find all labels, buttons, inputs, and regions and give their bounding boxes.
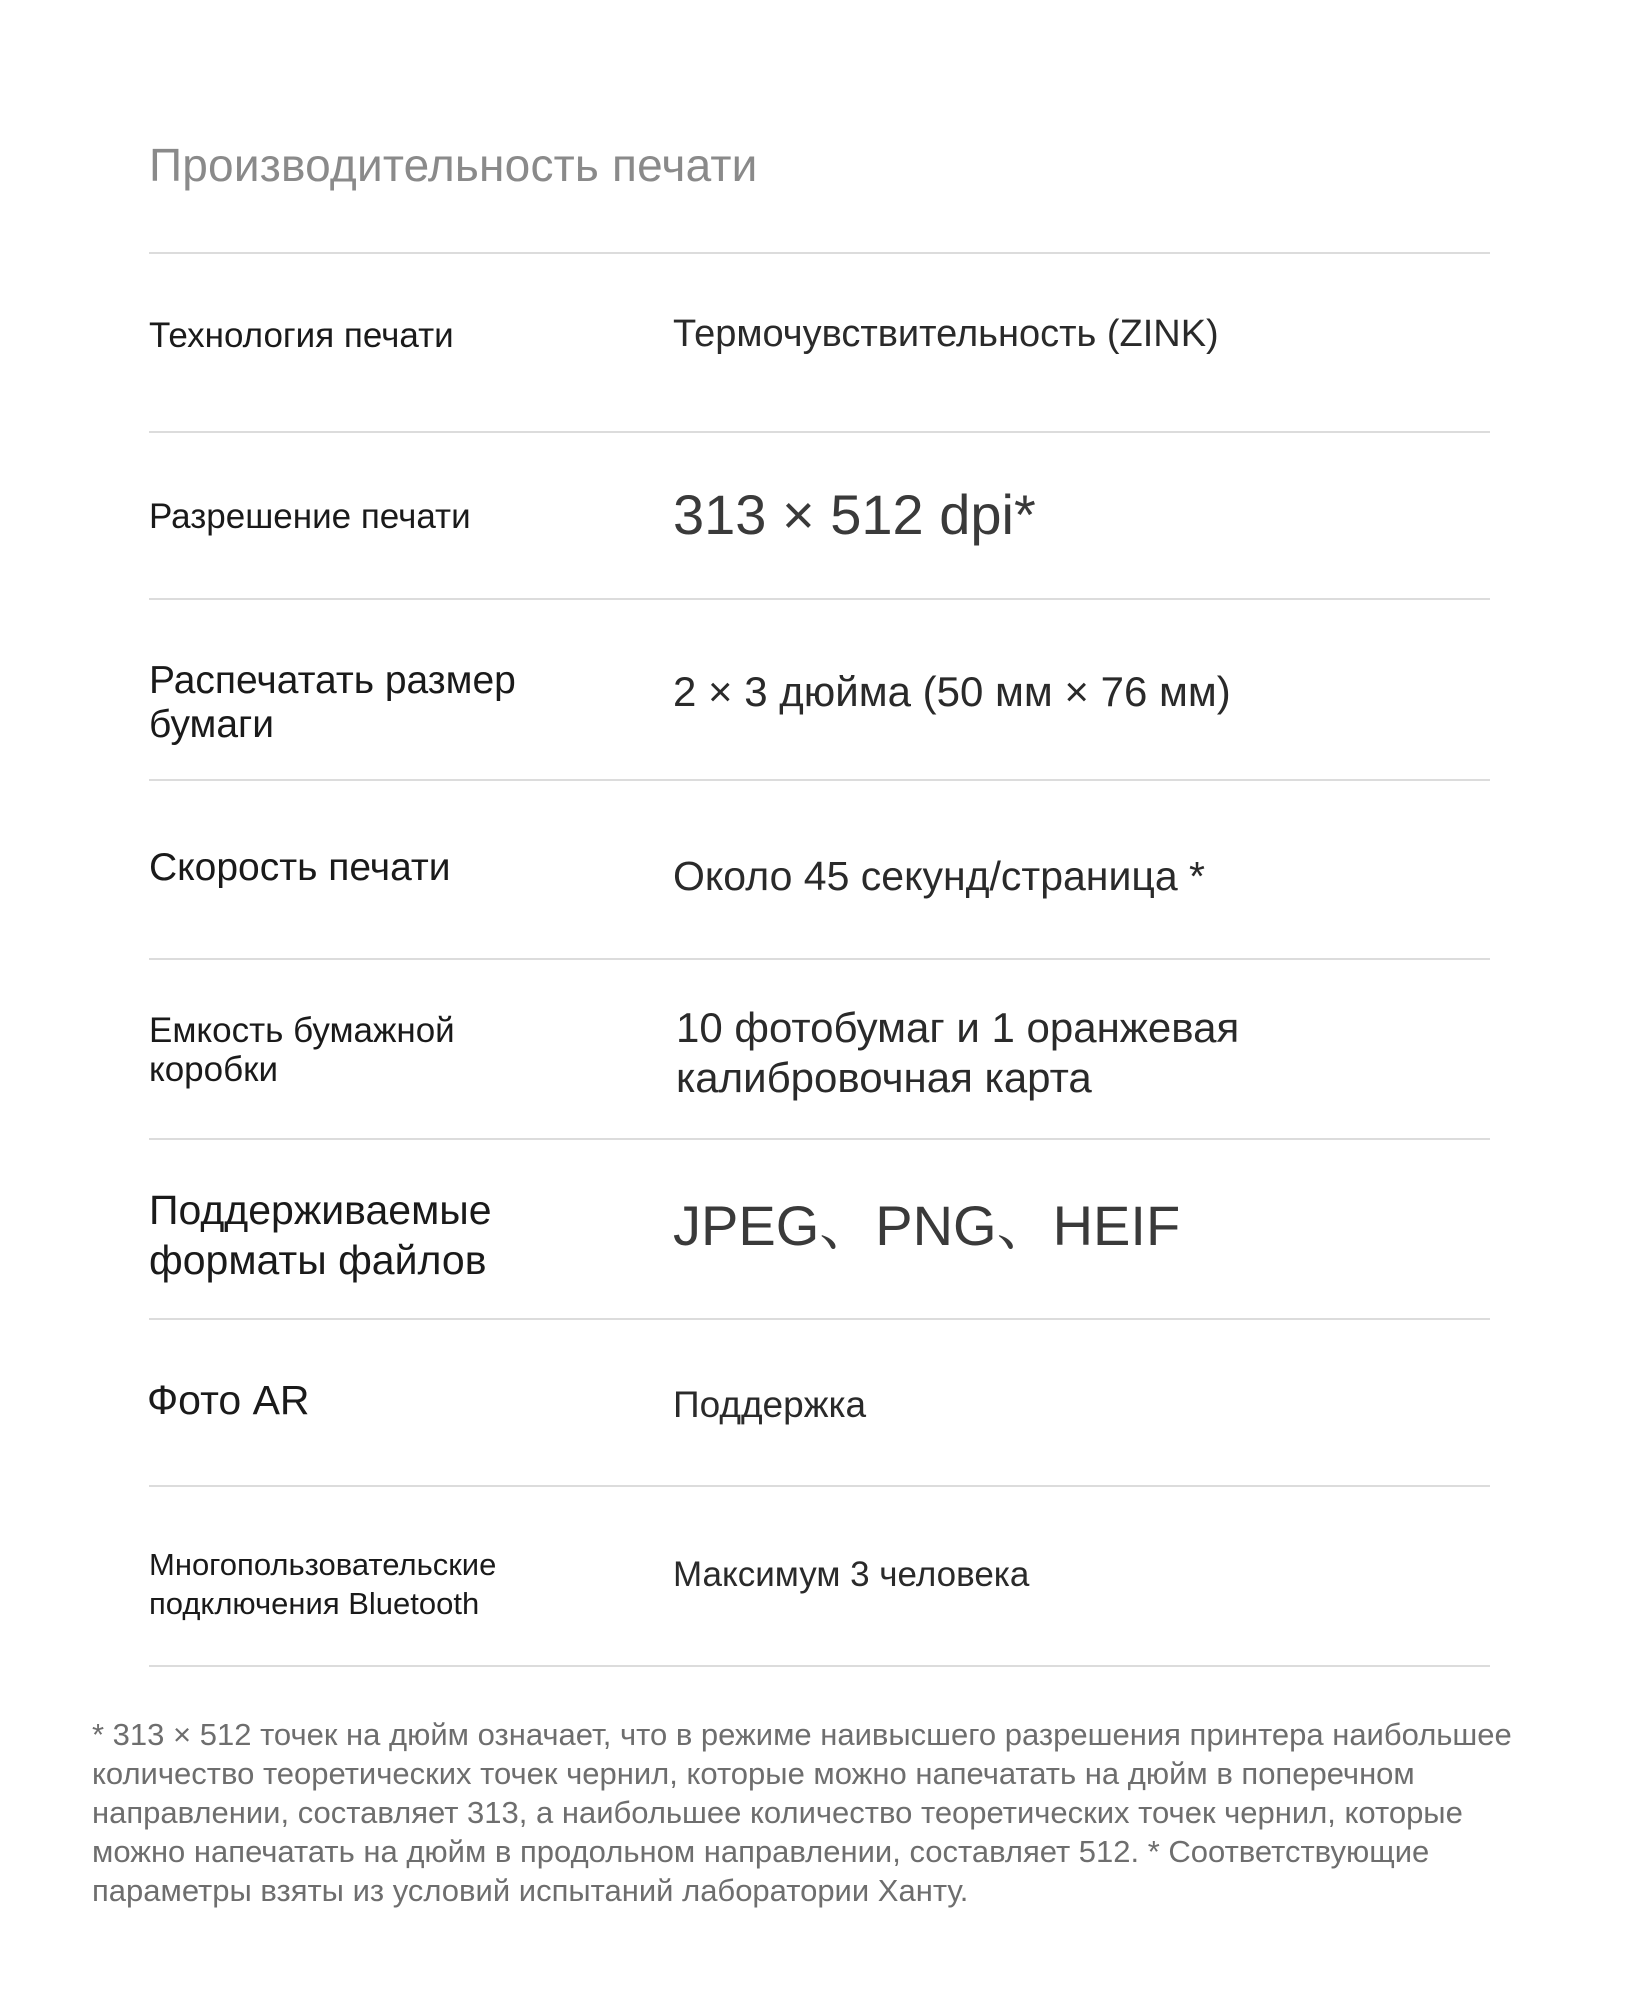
spec-value: 10 фотобумаг и 1 оранжевая калибровочная карта	[676, 1004, 1240, 1101]
section-title: Производительность печати	[149, 139, 758, 191]
spec-label: Многопользовательские подключения Bluetooth	[149, 1547, 497, 1621]
spec-value: Около 45 секунд/страница *	[673, 853, 1205, 899]
spec-row-photo-ar	[149, 1320, 1490, 1487]
spec-value: Термочувствительность (ZINK)	[673, 313, 1219, 355]
spec-label: Поддерживаемые форматы файлов	[149, 1187, 492, 1283]
spec-row-paper-box-capacity	[149, 960, 1490, 1140]
spec-row-print-resolution	[149, 433, 1490, 600]
spec-value: JPEG、PNG、HEIF	[673, 1194, 1181, 1257]
footnote: * 313 × 512 точек на дюйм означает, что в режиме наивысшего разрешения принтера наибольшее количество теоретических точек чернил, которые можно напечатать на дюйм в поперечном направлении, составляет 313, а наибольшее количество теоретических точек чернил, которые можно напечатать на дюйм в продольном направлении, составляет 512. * Соответствующие параметры взяты из условий испытаний лаборатории Ханту.	[92, 1717, 1512, 1908]
spec-value: Максимум 3 человека	[673, 1555, 1030, 1594]
spec-value: 313 × 512 dpi*	[673, 483, 1036, 546]
spec-row-print-speed	[149, 781, 1490, 960]
spec-row-paper-size	[149, 600, 1490, 781]
spec-table	[149, 252, 1490, 1667]
spec-row-file-formats	[149, 1140, 1490, 1320]
spec-label: Распечатать размер бумаги	[149, 659, 516, 746]
spec-value: 2 × 3 дюйма (50 мм × 76 мм)	[673, 668, 1231, 715]
spec-value: Поддержка	[673, 1384, 867, 1425]
spec-row-bluetooth-multiuser	[149, 1487, 1490, 1667]
spec-label: Фото AR	[147, 1377, 310, 1423]
spec-label: Разрешение печати	[149, 497, 471, 536]
spec-label: Технология печати	[149, 316, 454, 355]
spec-label: Емкость бумажной коробки	[149, 1011, 455, 1090]
spec-row-print-technology	[149, 254, 1490, 433]
spec-label: Скорость печати	[149, 846, 451, 889]
